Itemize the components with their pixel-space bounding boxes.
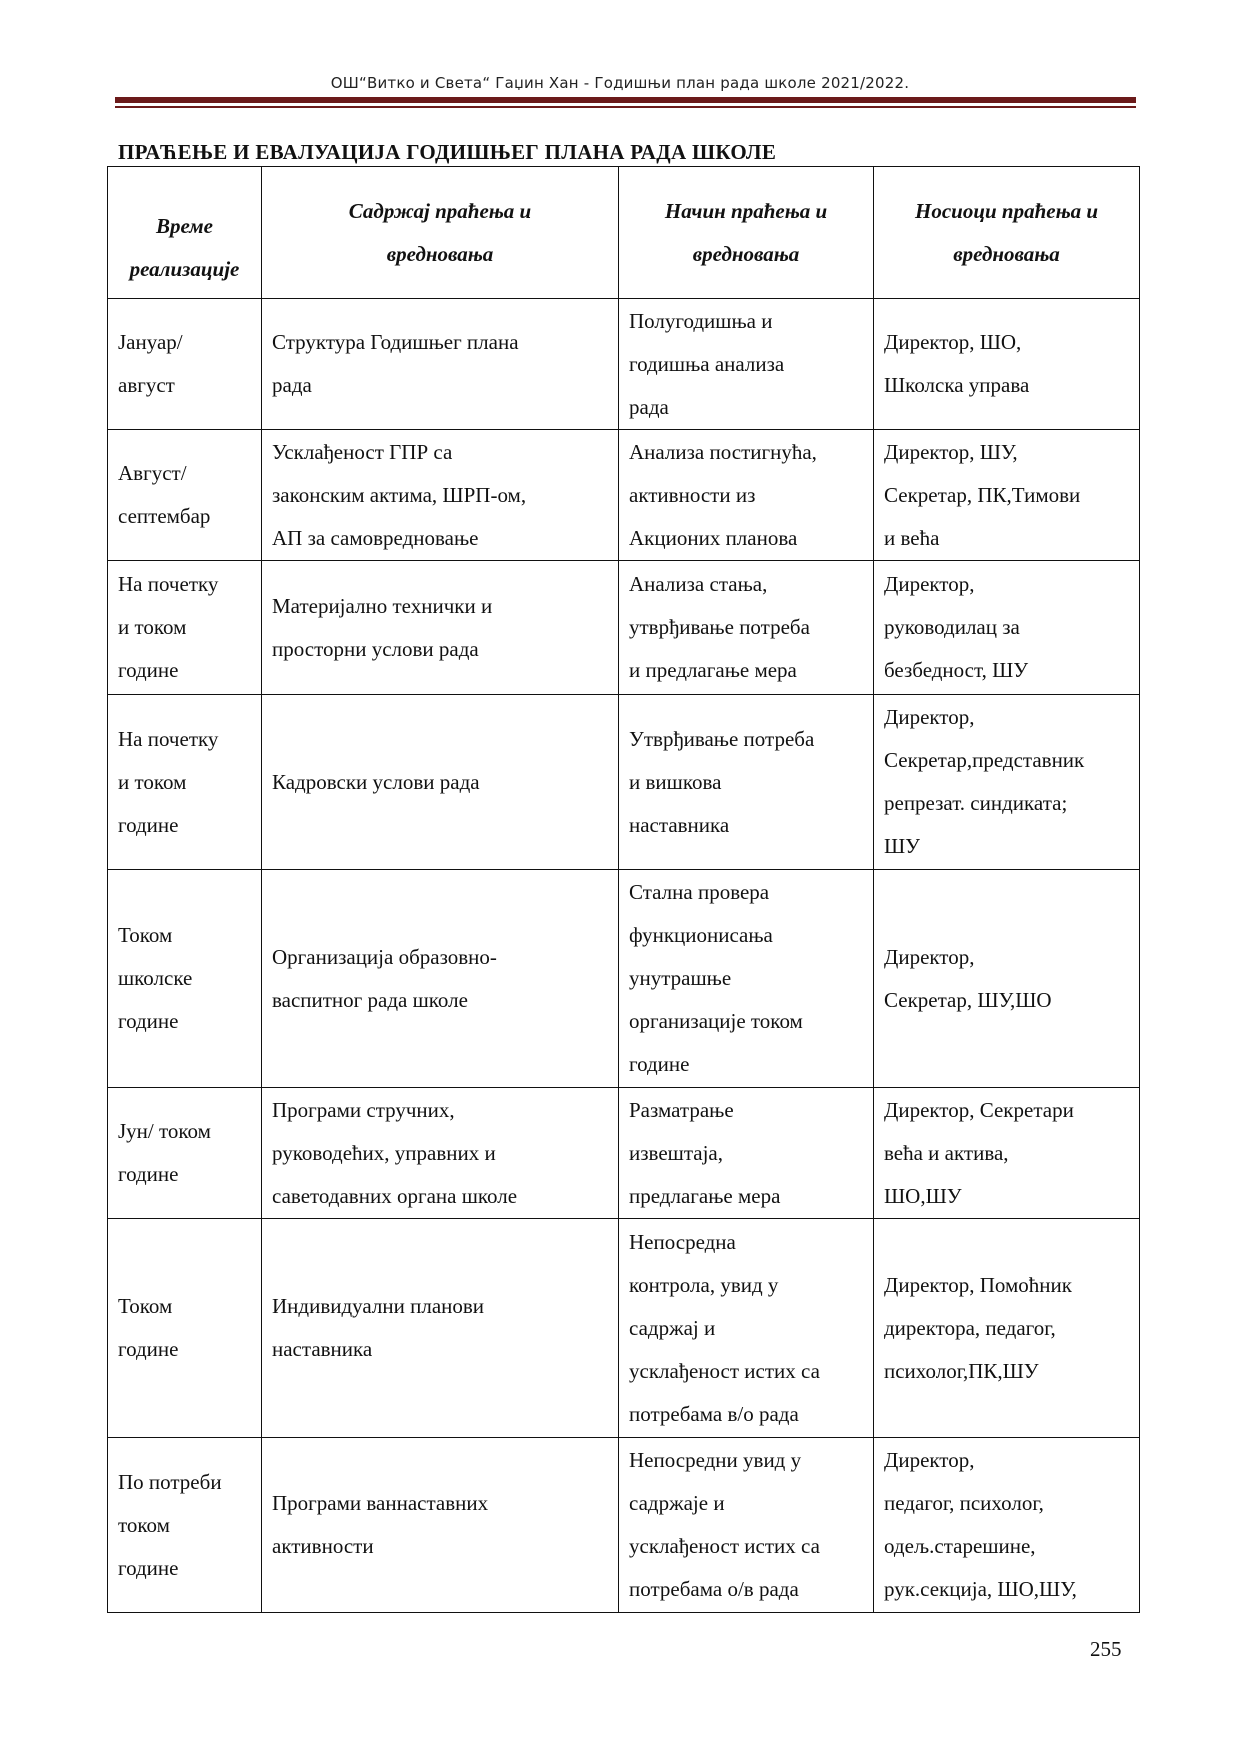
column-header-holders: Носиоци праћења и вредновања: [874, 167, 1140, 299]
cell-content: Програми стручних, руководећих, управних и саветодавних органа школе: [262, 1088, 619, 1219]
cell-method: Непосредна контрола, увид у садржај и усклађеност истих са потребама в/о рада: [619, 1219, 874, 1438]
cell-time: Јун/ током године: [108, 1088, 262, 1219]
table-row: [108, 561, 1140, 695]
cell-method: Стална провера функционисања унутрашње организације током године: [619, 870, 874, 1088]
cell-holders: Директор, Секретар, ШУ,ШО: [874, 870, 1140, 1088]
table-header-row: [108, 167, 1140, 299]
cell-holders: Директор, ШО, Школска управа: [874, 299, 1140, 430]
cell-time: Јануар/ август: [108, 299, 262, 430]
cell-holders: Директор, Секретар,представник репрезат. синдиката; ШУ: [874, 695, 1140, 870]
page-number: 255: [1090, 1637, 1122, 1661]
column-header-method: Начин праћења и вредновања: [619, 167, 874, 299]
cell-method: Разматрање извештаја, предлагање мера: [619, 1088, 874, 1219]
cell-method: Непосредни увид у садржаје и усклађеност истих са потребама о/в рада: [619, 1438, 874, 1613]
cell-time: Током године: [108, 1219, 262, 1438]
table-row: [108, 870, 1140, 1088]
evaluation-table: [107, 166, 1140, 1613]
column-header-time: Време реализације: [108, 167, 262, 299]
cell-holders: Директор, педагог, психолог, одељ.старешине, рук.секција, ШО,ШУ,: [874, 1438, 1140, 1613]
cell-time: Током школске године: [108, 870, 262, 1088]
table-row: [108, 430, 1140, 561]
table-row: [108, 695, 1140, 870]
cell-time: Август/ септембар: [108, 430, 262, 561]
header-rule-thick: [115, 97, 1136, 103]
cell-method: Анализа постигнућа, активности из Акционих планова: [619, 430, 874, 561]
column-header-content: Садржај праћења и вредновања: [262, 167, 619, 299]
cell-time: На почетку и током године: [108, 695, 262, 870]
cell-content: Усклађеност ГПР са законским актима, ШРП-ом, АП за самовредновање: [262, 430, 619, 561]
cell-method: Полугодишња и годишња анализа рада: [619, 299, 874, 430]
cell-content: Кадровски услови рада: [262, 695, 619, 870]
header-rule-thin: [115, 106, 1136, 108]
table-row: [108, 1438, 1140, 1613]
running-header: ОШ“Витко и Света“ Гаџин Хан - Годишњи план рада школе 2021/2022.: [330, 74, 910, 92]
cell-method: Анализа стања, утврђивање потреба и предлагање мера: [619, 561, 874, 695]
cell-time: По потреби током године: [108, 1438, 262, 1613]
cell-content: Материјално технички и просторни услови рада: [262, 561, 619, 695]
cell-content: Индивидуални планови наставника: [262, 1219, 619, 1438]
table-row: [108, 1219, 1140, 1438]
cell-content: Структура Годишњег плана рада: [262, 299, 619, 430]
cell-holders: Директор, ШУ, Секретар, ПК,Тимови и већа: [874, 430, 1140, 561]
cell-time: На почетку и током године: [108, 561, 262, 695]
cell-method: Утврђивање потреба и вишкова наставника: [619, 695, 874, 870]
cell-holders: Директор, Секретари већа и актива, ШО,ШУ: [874, 1088, 1140, 1219]
table-row: [108, 1088, 1140, 1219]
cell-content: Организација образовно- васпитног рада школе: [262, 870, 619, 1088]
cell-holders: Директор, Помоћник директора, педагог, психолог,ПК,ШУ: [874, 1219, 1140, 1438]
section-title: ПРАЋЕЊЕ И ЕВАЛУАЦИЈА ГОДИШЊЕГ ПЛАНА РАДА ШКОЛЕ: [118, 140, 777, 164]
table-row: [108, 299, 1140, 430]
cell-content: Програми ваннаставних активности: [262, 1438, 619, 1613]
cell-holders: Директор, руководилац за безбедност, ШУ: [874, 561, 1140, 695]
